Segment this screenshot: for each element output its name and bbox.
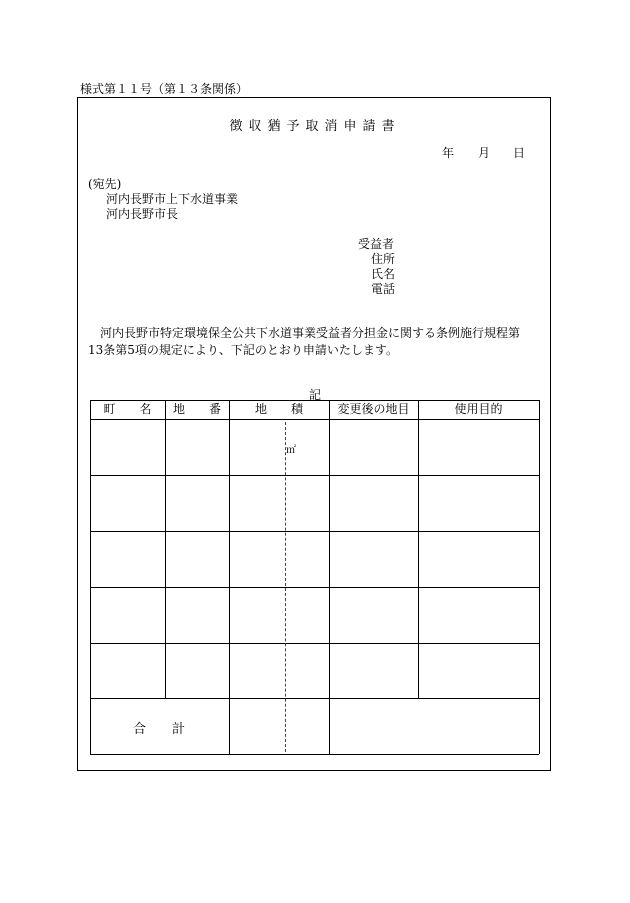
area-unit-label: ㎡ <box>286 445 296 456</box>
applicant-name-label: 氏名 <box>371 267 396 281</box>
header-land-category: 変更後の地目 <box>337 402 410 416</box>
addressee-line-2: 河内長野市長 <box>106 207 179 221</box>
addressee-line-1: 河内長野市上下水道事業 <box>106 192 239 206</box>
applicant-role-label: 受益者 <box>358 237 395 251</box>
ki-heading: 記 <box>308 388 321 402</box>
date-year-label: 年 <box>442 146 455 160</box>
applicant-phone-label: 電話 <box>371 282 396 296</box>
application-statement: 河内長野市特定環境保全公共下水道事業受益者分担金に関する条例施行規程第13条第5項の規定により、下記のとおり申請いたします。 <box>88 326 521 357</box>
document-title: 徴収猶予取消申請書 <box>229 119 401 134</box>
addressee-prefix: (宛先) <box>88 177 122 191</box>
date-month-label: 月 <box>478 146 491 160</box>
header-purpose: 使用目的 <box>454 402 503 416</box>
date-day-label: 日 <box>513 146 526 160</box>
header-lot-number: 地 番 <box>172 402 221 416</box>
applicant-address-label: 住所 <box>371 252 396 266</box>
form-number-label: 様式第１１号（第１３条関係） <box>80 82 249 96</box>
total-label: 合 計 <box>132 722 185 737</box>
header-area: 地 積 <box>254 402 303 416</box>
header-town: 町 名 <box>103 402 152 416</box>
